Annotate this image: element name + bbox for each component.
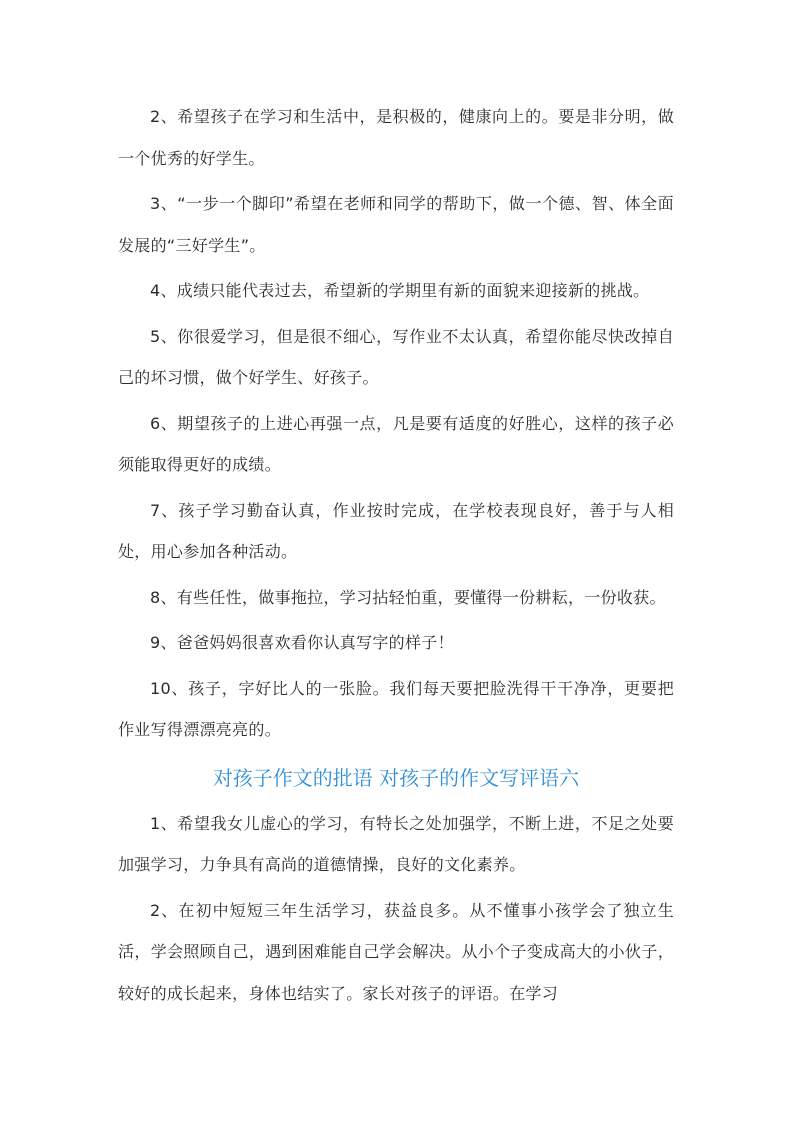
section-heading: 对孩子作文的批语 对孩子的作文写评语六 <box>212 765 580 790</box>
paragraph: 7、孩子学习勤奋认真，作业按时完成，在学校表现良好，善于与人相处，用心参加各种活动。 <box>118 500 674 561</box>
paragraph: 1、希望我女儿虚心的学习，有特长之处加强学，不断上进，不足之处要加强学习，力争具有高尚的道德情操，良好的文化素养。 <box>118 813 674 874</box>
paragraph: 6、期望孩子的上进心再强一点，凡是要有适度的好胜心，这样的孩子必须能取得更好的成绩。 <box>118 413 674 474</box>
paragraph: 10、孩子，字好比人的一张脸。我们每天要把脸洗得干干净净，更要把作业写得漂漂亮亮的。 <box>118 678 674 739</box>
document-body <box>118 96 674 1018</box>
paragraph: 2、在初中短短三年生活学习，获益良多。从不懂事小孩学会了独立生活，学会照顾自己，遇到困难能自己学会解决。从小个子变成高大的小伙子，较好的成长起来，身体也结实了。家长对孩子的评语。在学习 <box>118 900 674 1003</box>
paragraph: 9、爸爸妈妈很喜欢看你认真写字的样子！ <box>150 633 454 652</box>
paragraph: 5、你很爱学习，但是很不细心，写作业不太认真，希望你能尽快改掉自己的坏习惯，做个好学生、好孩子。 <box>118 326 674 387</box>
paragraph: 3、“一步一个脚印”希望在老师和同学的帮助下，做一个德、智、体全面发展的“三好学生”。 <box>118 194 674 255</box>
paragraph: 2、希望孩子在学习和生活中，是积极的，健康向上的。要是非分明，做一个优秀的好学生。 <box>118 107 674 168</box>
paragraph: 8、有些任性，做事拖拉，学习拈轻怕重，要懂得一份耕耘，一份收获。 <box>150 587 666 607</box>
paragraph: 4、成绩只能代表过去，希望新的学期里有新的面貌来迎接新的挑战。 <box>150 281 650 300</box>
